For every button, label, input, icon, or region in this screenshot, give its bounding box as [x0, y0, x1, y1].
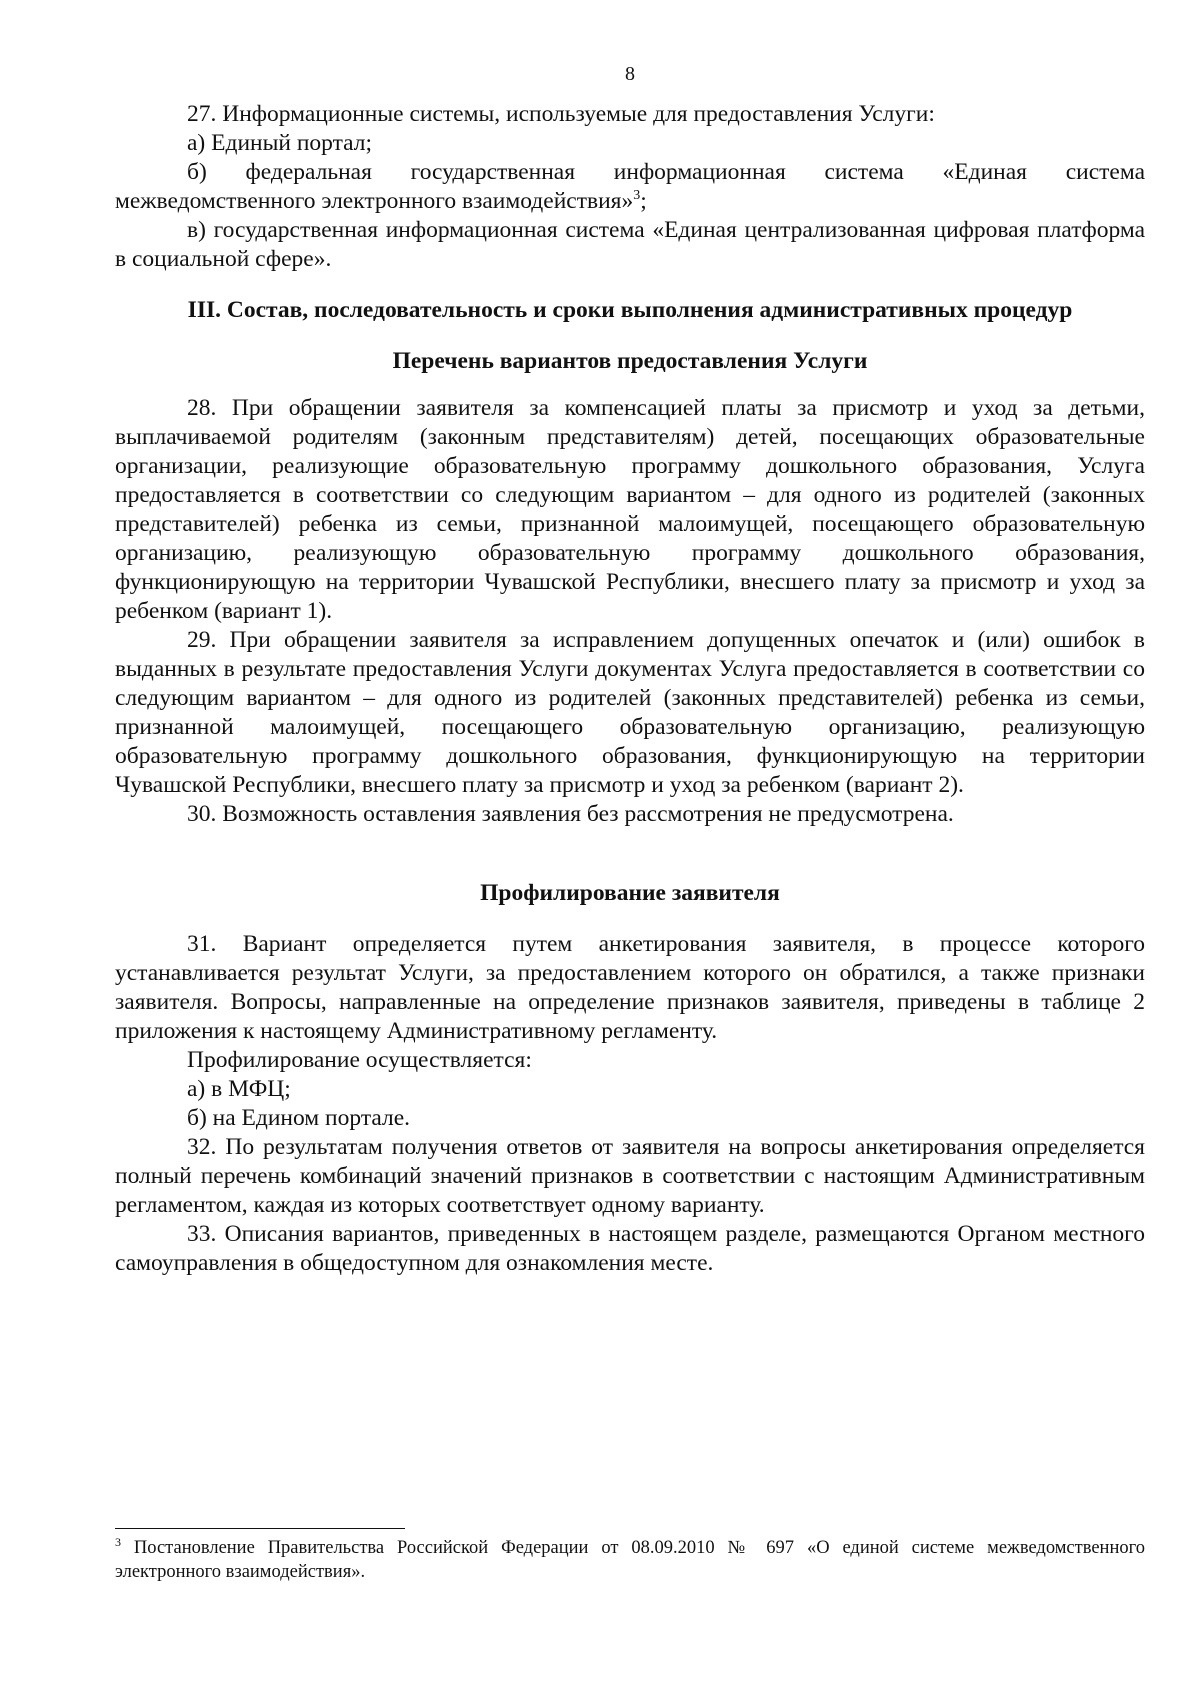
para-29: 29. При обращении заявителя за исправлением допущенных опечаток и (или) ошибок в выданных в результате предоставления Услуги документах Услуга предоставляется в соответствии со следующим вариантом – для одного из родителей (законных представителей) ребенка из семьи, признанной малоимущей, посещающего образовательную организацию, реализующую образовательную программу дошкольного образования, функционирующую на территории Чувашской Республики, внесшего плату за присмотр и уход за ребенком (вариант 2).	[115, 627, 1145, 798]
para-27-item-b	[115, 158, 1145, 216]
profiling-item-b: б) на Едином портале.	[187, 1105, 411, 1131]
para-27-item-a: а) Единый портал;	[187, 130, 373, 156]
footnote-3	[115, 1536, 1145, 1584]
para-33: 33. Описания вариантов, приведенных в настоящем разделе, размещаются Органом местного самоуправления в общедоступном для ознакомления месте.	[115, 1221, 1145, 1276]
para-27-item-b-end: ;	[640, 188, 647, 214]
para-27-item-c: в) государственная информационная система «Единая централизованная цифровая платформа в социальной сфере».	[115, 217, 1145, 272]
document-page	[115, 62, 1145, 1278]
page-number: 8	[625, 63, 635, 85]
profiling-intro: Профилирование осуществляется:	[187, 1047, 532, 1073]
para-32: 32. По результатам получения ответов от заявителя на вопросы анкетирования определяется полный перечень комбинаций значений признаков в соответствии с настоящим Административным регламентом, каждая из которых соответствует одному варианту.	[115, 1134, 1145, 1218]
footnote-text: Постановление Правительства Российской Федерации от 08.09.2010 № 697 «О единой системе межведомственного электронного взаимодействия».	[115, 1538, 1145, 1582]
para-31: 31. Вариант определяется путем анкетирования заявителя, в процессе которого устанавливается результат Услуги, за предоставлением которого он обратился, а также признаки заявителя. Вопросы, направленные на определение признаков заявителя, приведены в таблице 2 приложения к настоящему Административному регламенту.	[115, 931, 1145, 1044]
section-heading-iii: III. Состав, последовательность и сроки выполнения административных процедур	[187, 297, 1073, 323]
subheading-variants: Перечень вариантов предоставления Услуги	[392, 348, 868, 374]
footnote-divider	[115, 1528, 405, 1529]
para-30: 30. Возможность оставления заявления без рассмотрения не предусмотрена.	[187, 801, 954, 827]
profiling-item-a: а) в МФЦ;	[187, 1076, 291, 1102]
para-27-item-b-text: б) федеральная государственная информационная система «Единая система межведомственного электронного взаимодействия»	[115, 159, 1145, 214]
para-27-intro: 27. Информационные системы, используемые для предоставления Услуги:	[187, 101, 935, 127]
subheading-profiling: Профилирование заявителя	[480, 880, 780, 906]
footnote-ref-3[interactable]: 3	[633, 188, 641, 204]
para-28: 28. При обращении заявителя за компенсацией платы за присмотр и уход за детьми, выплачиваемой родителям (законным представителям) детей, посещающих образовательные организации, реализующие образовательную программу дошкольного образования, Услуга предоставляется в соответствии со следующим вариантом – для одного из родителей (законных представителей) ребенка из семьи, признанной малоимущей, посещающего образовательную организацию, реализующую образовательную программу дошкольного образования, функционирующую на территории Чувашской Республики, внесшего плату за присмотр и уход за ребенком (вариант 1).	[115, 395, 1145, 624]
footnote-mark: 3	[115, 1534, 121, 1549]
